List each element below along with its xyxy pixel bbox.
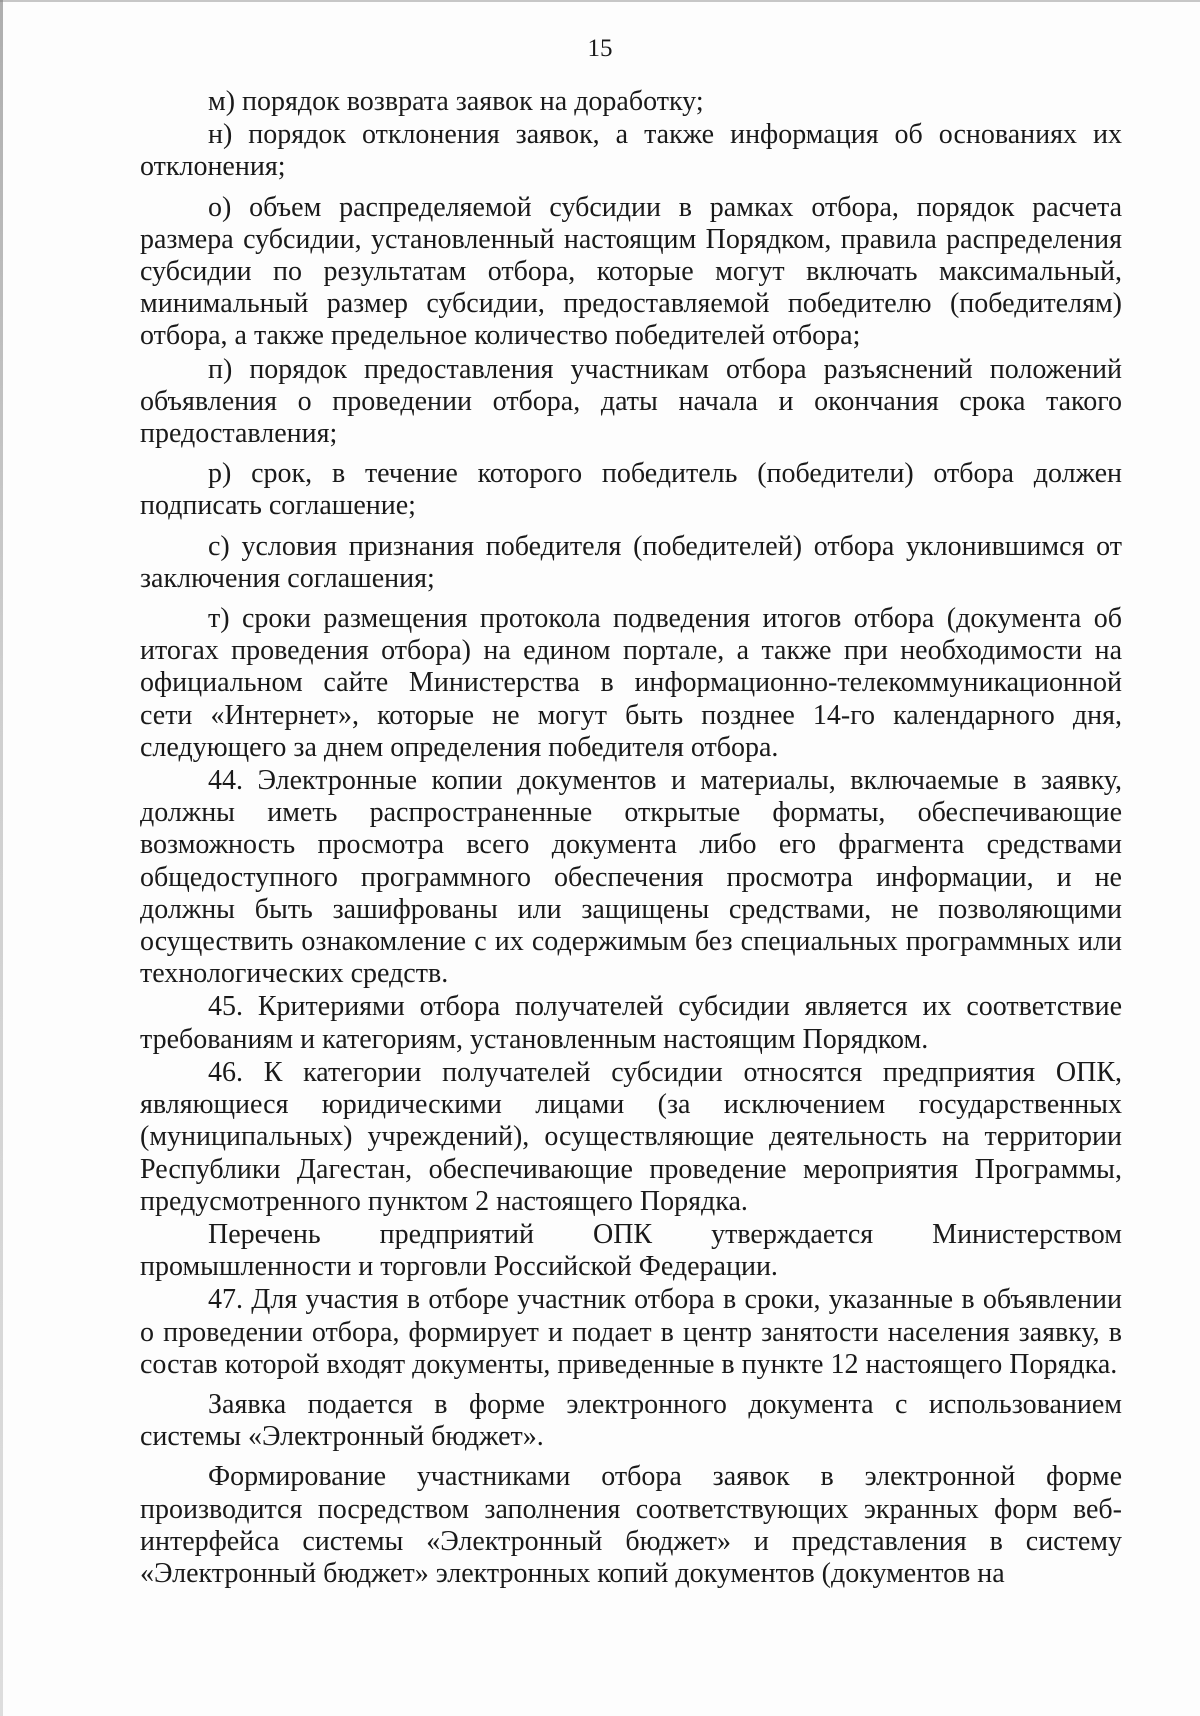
paragraph-item-m: м) порядок возврата заявок на доработку; [208, 86, 704, 117]
paragraph-47: 47. Для участия в отборе участник отбора в сроки, указанные в объявлении о проведении отбора, формирует и подает в центр занятости населения заявку, в состав которой входят документы, приведенные в пункте 12 настоящего Порядка. [140, 1284, 1122, 1380]
paragraph-item-r: р) срок, в течение которого победитель (победители) отбора должен подписать соглашение; [140, 458, 1122, 522]
paragraph-item-n: н) порядок отклонения заявок, а также информация об основаниях их отклонения; [140, 119, 1122, 183]
paragraph-electronic-forming: Формирование участниками отбора заявок в электронной форме производится посредством заполнения соответствующих экранных форм веб-интерфейса системы «Электронный бюджет» и представления в систему «Электронный бюджет» электронных копий документов (документов на [140, 1461, 1122, 1589]
paragraph-44: 44. Электронные копии документов и материалы, включаемые в заявку, должны иметь распространенные открытые форматы, обеспечивающие возможность просмотра всего документа либо его фрагмента средствами общедоступного программного обеспечения просмотра информации, и не должны быть зашифрованы или защищены средствами, не позволяющими осуществить ознакомление с их содержимым без специальных программных или технологических средств. [140, 765, 1122, 990]
paragraph-45: 45. Критериями отбора получателей субсидии является их соответствие требованиям и категориям, установленным настоящим Порядком. [140, 991, 1122, 1055]
document-body [140, 86, 1122, 1590]
scan-left-edge [0, 0, 3, 1716]
scan-top-edge [0, 0, 1200, 2]
paragraph-item-p: п) порядок предоставления участникам отбора разъяснений положений объявления о проведении отбора, даты начала и окончания срока такого предоставления; [140, 353, 1122, 450]
paragraph-46: 46. К категории получателей субсидии относятся предприятия ОПК, являющиеся юридическими лицами (за исключением государственных (муниципальных) учреждений), осуществляющие деятельность на территории Республики Дагестан, обеспечивающие проведение мероприятия Программы, предусмотренного пунктом 2 настоящего Порядка. [140, 1056, 1122, 1217]
paragraph-item-t: т) сроки размещения протокола подведения итогов отбора (документа об итогах проведения отбора) на едином портале, а также при необходимости на официальном сайте Министерства в информационно-телекоммуникационной сети «Интернет», которые не могут быть позднее 14-го календарного дня, следующего за днем определения победителя отбора. [140, 603, 1122, 763]
paragraph-application-form: Заявка подается в форме электронного документа с использованием системы «Электронный бюджет». [140, 1388, 1122, 1453]
page-number: 15 [587, 35, 613, 62]
paragraph-item-o: о) объем распределяемой субсидии в рамках отбора, порядок расчета размера субсидии, установленный настоящим Порядком, правила распределения субсидии по результатам отбора, которые могут включать максимальный, минимальный размер субсидии, предоставляемой победителю (победителям) отбора, а также предельное количество победителей отбора; [140, 191, 1122, 352]
paragraph-opk-list: Перечень предприятий ОПК утверждается Министерством промышленности и торговли Российской Федерации. [140, 1218, 1122, 1283]
paragraph-item-s: с) условия признания победителя (победителей) отбора уклонившимся от заключения соглашения; [140, 530, 1122, 594]
